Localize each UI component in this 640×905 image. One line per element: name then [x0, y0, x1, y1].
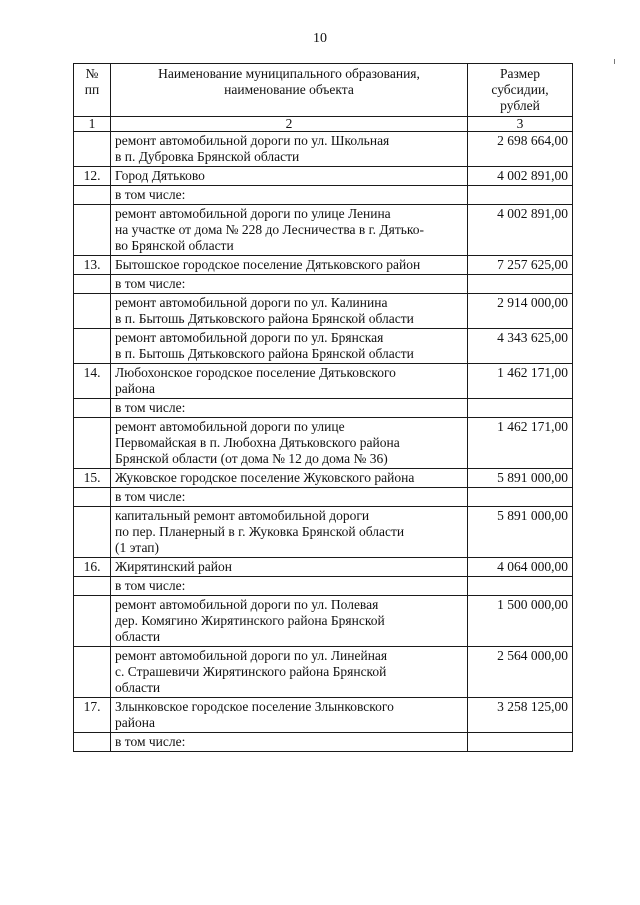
- row-amount: 1 462 171,00: [468, 418, 573, 469]
- object-name-line: дер. Комягино Жирятинского района Брянской: [115, 613, 385, 628]
- row-amount: [468, 399, 573, 418]
- object-name-line: Первомайская в п. Любохна Дятьковского района: [115, 435, 400, 450]
- row-amount: [468, 733, 573, 752]
- row-number: [74, 132, 111, 167]
- scan-mark: [614, 59, 615, 64]
- object-name-line: ремонт автомобильной дороги по ул. Школьная: [115, 133, 390, 148]
- object-name-line: Жуковское городское поселение Жуковского района: [115, 470, 415, 485]
- table-header-row: [74, 64, 573, 117]
- table-row: [74, 132, 573, 167]
- table-row: [74, 577, 573, 596]
- object-name-line: Жирятинский район: [115, 559, 232, 574]
- object-name-line: во Брянской области: [115, 238, 234, 253]
- row-number: 15.: [74, 469, 111, 488]
- column-number: 2: [111, 117, 468, 132]
- object-name-line: на участке от дома № 228 до Лесничества в г. Дятько-: [115, 222, 425, 237]
- object-name-line: в п. Дубровка Брянской области: [115, 149, 300, 164]
- row-object-name: [111, 205, 468, 256]
- object-name-line: в п. Бытошь Дятьковского района Брянской области: [115, 311, 414, 326]
- header-name-cell: [111, 64, 468, 117]
- row-object-name: [111, 507, 468, 558]
- object-name-line: ремонт автомобильной дороги по ул. Линейная: [115, 648, 388, 663]
- table-body: [74, 64, 573, 752]
- row-object-name: [111, 418, 468, 469]
- row-number: [74, 399, 111, 418]
- row-amount: 7 257 625,00: [468, 256, 573, 275]
- table-row: [74, 364, 573, 399]
- column-number: 3: [468, 117, 573, 132]
- row-number: 14.: [74, 364, 111, 399]
- row-object-name: [111, 488, 468, 507]
- object-name-line: Бытошское городское поселение Дятьковского район: [115, 257, 421, 272]
- row-number: [74, 329, 111, 364]
- row-object-name: [111, 167, 468, 186]
- row-amount: 2 698 664,00: [468, 132, 573, 167]
- object-name-line: в том числе:: [115, 400, 186, 415]
- row-number: 16.: [74, 558, 111, 577]
- header-name-line: наименование объекта: [224, 82, 354, 97]
- row-amount: 5 891 000,00: [468, 469, 573, 488]
- row-amount: 2 914 000,00: [468, 294, 573, 329]
- object-name-line: Брянской области (от дома № 12 до дома № 36): [115, 451, 388, 466]
- row-object-name: [111, 399, 468, 418]
- subsidy-table: [73, 63, 573, 752]
- table-row: [74, 186, 573, 205]
- object-name-line: в том числе:: [115, 187, 186, 202]
- column-number: 1: [74, 117, 111, 132]
- row-object-name: [111, 469, 468, 488]
- row-number: [74, 507, 111, 558]
- row-object-name: [111, 329, 468, 364]
- table-row: [74, 507, 573, 558]
- row-amount: [468, 488, 573, 507]
- row-number: [74, 647, 111, 698]
- row-object-name: [111, 647, 468, 698]
- header-number-cell: [74, 64, 111, 117]
- table-row: [74, 558, 573, 577]
- row-amount: 3 258 125,00: [468, 698, 573, 733]
- table-row: [74, 329, 573, 364]
- header-number-line: №: [85, 66, 99, 81]
- row-number: [74, 418, 111, 469]
- object-name-line: в том числе:: [115, 578, 186, 593]
- header-amount-cell: [468, 64, 573, 117]
- row-object-name: [111, 275, 468, 294]
- object-name-line: Город Дятьково: [115, 168, 205, 183]
- row-object-name: [111, 733, 468, 752]
- row-object-name: [111, 364, 468, 399]
- row-amount: 4 064 000,00: [468, 558, 573, 577]
- header-amount-line: субсидии,: [491, 82, 549, 97]
- object-name-line: ремонт автомобильной дороги по улице: [115, 419, 345, 434]
- row-amount: [468, 186, 573, 205]
- row-object-name: [111, 132, 468, 167]
- table-row: [74, 294, 573, 329]
- object-name-line: в том числе:: [115, 489, 186, 504]
- table-row: [74, 418, 573, 469]
- row-object-name: [111, 577, 468, 596]
- header-name-line: Наименование муниципального образования,: [158, 66, 420, 81]
- object-name-line: с. Страшевичи Жирятинского района Брянской: [115, 664, 387, 679]
- row-object-name: [111, 698, 468, 733]
- table-row: [74, 469, 573, 488]
- header-amount-line: рублей: [500, 98, 540, 113]
- object-name-line: (1 этап): [115, 540, 160, 555]
- row-number: [74, 488, 111, 507]
- row-object-name: [111, 558, 468, 577]
- row-number: 12.: [74, 167, 111, 186]
- object-name-line: Любохонское городское поселение Дятьковского: [115, 365, 396, 380]
- row-number: [74, 294, 111, 329]
- table-row: [74, 698, 573, 733]
- object-name-line: в том числе:: [115, 276, 186, 291]
- table-row: [74, 167, 573, 186]
- column-numbers-row: [74, 117, 573, 132]
- object-name-line: области: [115, 629, 161, 644]
- page-number: 10: [313, 31, 327, 46]
- table-row: [74, 205, 573, 256]
- object-name-line: в п. Бытошь Дятьковского района Брянской области: [115, 346, 414, 361]
- object-name-line: ремонт автомобильной дороги по улице Ленина: [115, 206, 391, 221]
- row-object-name: [111, 294, 468, 329]
- table-row: [74, 399, 573, 418]
- row-amount: 1 462 171,00: [468, 364, 573, 399]
- object-name-line: в том числе:: [115, 734, 186, 749]
- row-amount: 2 564 000,00: [468, 647, 573, 698]
- table-row: [74, 596, 573, 647]
- object-name-line: ремонт автомобильной дороги по ул. Калинина: [115, 295, 388, 310]
- table-row: [74, 647, 573, 698]
- table-row: [74, 733, 573, 752]
- row-amount: 1 500 000,00: [468, 596, 573, 647]
- row-number: [74, 205, 111, 256]
- object-name-line: области: [115, 680, 161, 695]
- row-number: [74, 577, 111, 596]
- row-amount: 5 891 000,00: [468, 507, 573, 558]
- object-name-line: по пер. Планерный в г. Жуковка Брянской области: [115, 524, 405, 539]
- object-name-line: района: [115, 715, 155, 730]
- row-number: [74, 733, 111, 752]
- row-number: 13.: [74, 256, 111, 275]
- object-name-line: района: [115, 381, 155, 396]
- row-number: 17.: [74, 698, 111, 733]
- row-amount: 4 002 891,00: [468, 167, 573, 186]
- header-amount-line: Размер: [500, 66, 540, 81]
- header-number-line: пп: [84, 82, 100, 97]
- row-object-name: [111, 596, 468, 647]
- row-number: [74, 186, 111, 205]
- row-object-name: [111, 186, 468, 205]
- object-name-line: ремонт автомобильной дороги по ул. Полевая: [115, 597, 379, 612]
- row-amount: 4 343 625,00: [468, 329, 573, 364]
- object-name-line: Злынковское городское поселение Злынковского: [115, 699, 394, 714]
- row-amount: [468, 275, 573, 294]
- object-name-line: ремонт автомобильной дороги по ул. Брянская: [115, 330, 384, 345]
- row-number: [74, 596, 111, 647]
- row-amount: [468, 577, 573, 596]
- table-row: [74, 256, 573, 275]
- row-amount: 4 002 891,00: [468, 205, 573, 256]
- row-object-name: [111, 256, 468, 275]
- row-number: [74, 275, 111, 294]
- table-row: [74, 488, 573, 507]
- object-name-line: капитальный ремонт автомобильной дороги: [115, 508, 370, 523]
- table-row: [74, 275, 573, 294]
